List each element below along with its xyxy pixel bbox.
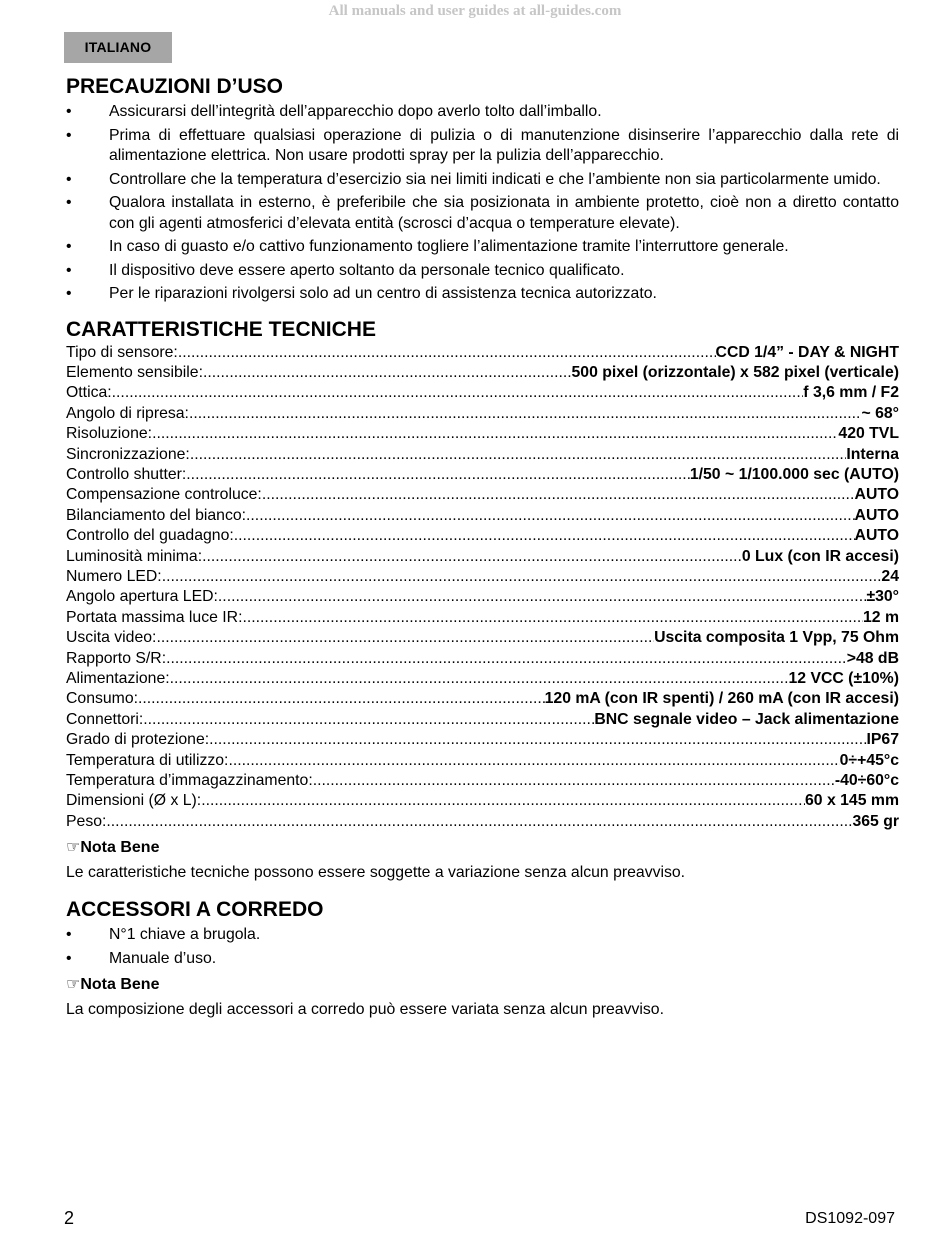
- spec-row: [66, 751, 899, 771]
- pointing-hand-icon: ☞: [66, 837, 81, 857]
- spec-label: Uscita video:: [66, 629, 157, 647]
- spec-value: CCD 1/4” - DAY & NIGHT: [715, 343, 899, 361]
- list-item: [66, 237, 899, 258]
- spec-label: Bilanciamento del bianco:: [66, 506, 247, 524]
- spec-value: AUTO: [854, 486, 899, 504]
- spec-label: Peso:: [66, 812, 107, 830]
- spec-value: 365 gr: [852, 812, 899, 830]
- spec-row: [66, 465, 899, 485]
- page-number: 2: [64, 1208, 75, 1228]
- spec-value: 12 VCC (±10%): [788, 670, 899, 687]
- spec-label: Temperatura d’immagazzinamento:: [66, 772, 313, 790]
- spec-value: 500 pixel (orizzontale) x 582 pixel (verticale): [571, 363, 899, 381]
- list-item-text: Qualora installata in esterno, è preferibile che sia posizionata in ambiente protetto, cioè non a diretto contatto con gli agenti atmosferici d’elevata entità (scrosci d’acqua o temperature elevate).: [109, 194, 899, 232]
- spec-row: [66, 649, 899, 669]
- bullet-icon: •: [66, 949, 72, 967]
- bullet-icon: •: [66, 285, 72, 302]
- list-item-text: N°1 chiave a brugola.: [109, 926, 261, 944]
- spec-label: Angolo di ripresa:: [66, 404, 189, 422]
- list-item-text: In caso di guasto e/o cattivo funzionamento togliere l’alimentazione tramite l’interruttore generale.: [109, 238, 789, 255]
- spec-label: Controllo del guadagno:: [66, 527, 234, 545]
- spec-row: [66, 730, 899, 750]
- spec-row: [66, 526, 899, 546]
- spec-label: Angolo apertura LED:: [66, 588, 218, 606]
- dot-leader: [209, 730, 866, 750]
- list-item: [66, 170, 899, 191]
- spec-label: Compensazione controluce:: [66, 486, 262, 504]
- spec-row: [66, 791, 899, 811]
- spec-value: 0÷+45°c: [839, 751, 899, 769]
- dot-leader: [262, 485, 855, 505]
- spec-value: 24: [881, 567, 899, 585]
- spec-label: Connettori:: [66, 710, 144, 728]
- dot-leader: [170, 669, 789, 689]
- spec-value: 420 TVL: [838, 425, 899, 443]
- spec-row: [66, 363, 899, 383]
- spec-label: Alimentazione:: [66, 670, 170, 687]
- spec-value: ±30°: [866, 588, 899, 606]
- spec-label: Consumo:: [66, 690, 138, 708]
- spec-row: [66, 343, 899, 363]
- spec-value: AUTO: [854, 506, 899, 524]
- dot-leader: [242, 608, 863, 628]
- dot-leader: [162, 567, 882, 587]
- spec-row: [66, 424, 899, 444]
- spec-label: Temperatura di utilizzo:: [66, 751, 229, 769]
- page-content: [66, 74, 899, 1020]
- specs-list: [66, 343, 899, 833]
- spec-value: 1/50 ~ 1/100.000 sec (AUTO): [689, 465, 899, 483]
- bullet-icon: •: [66, 103, 72, 120]
- spec-value: 0 Lux (con IR accesi): [741, 547, 899, 565]
- spec-value: IP67: [866, 731, 899, 749]
- bullet-icon: •: [66, 261, 72, 279]
- spec-row: [66, 506, 899, 526]
- note-title-text: Nota Bene: [80, 976, 160, 994]
- list-item: [66, 261, 899, 282]
- watermark: All manuals and user guides at all-guides.com: [328, 3, 622, 19]
- spec-label: Risoluzione:: [66, 425, 153, 443]
- spec-row: [66, 587, 899, 607]
- dot-leader: [138, 689, 545, 709]
- dot-leader: [152, 424, 838, 444]
- spec-value: AUTO: [854, 527, 899, 545]
- spec-label: Rapporto S/R:: [66, 649, 167, 667]
- specs-note-text: Le caratteristiche tecniche possono essere soggette a variazione senza alcun preavviso.: [66, 864, 686, 882]
- list-item: [66, 102, 899, 123]
- accessories-list: [66, 925, 899, 969]
- specs-title: CARATTERISTICHE TECNICHE: [66, 317, 376, 341]
- spec-label: Portata massima luce IR:: [66, 608, 243, 626]
- spec-row: [66, 608, 899, 628]
- spec-row: [66, 689, 899, 709]
- spec-row: [66, 628, 899, 648]
- spec-row: [66, 771, 899, 791]
- list-item-text: Assicurarsi dell’integrità dell’apparecchio dopo averlo tolto dall’imballo.: [109, 103, 602, 120]
- spec-value: f 3,6 mm / F2: [803, 384, 899, 402]
- specs-note-title: [66, 836, 899, 859]
- list-item: [66, 193, 899, 234]
- list-item: [66, 284, 899, 305]
- list-item-text: Controllare che la temperatura d’esercizio sia nei limiti indicati e che l’ambiente non sia particolarmente umido.: [109, 170, 881, 188]
- dot-leader: [178, 343, 716, 363]
- dot-leader: [166, 649, 847, 669]
- spec-value: -40÷60°c: [834, 772, 899, 790]
- list-item-text: Il dispositivo deve essere aperto soltanto da personale tecnico qualificato.: [109, 261, 625, 279]
- dot-leader: [234, 526, 855, 546]
- spec-row: [66, 710, 899, 730]
- spec-value: >48 dB: [846, 649, 899, 667]
- spec-label: Dimensioni (Ø x L):: [66, 792, 202, 810]
- dot-leader: [189, 404, 862, 424]
- dot-leader: [246, 506, 855, 526]
- spec-label: Sincronizzazione:: [66, 445, 190, 463]
- precautions-title: PRECAUZIONI D’USO: [66, 75, 284, 98]
- spec-row: [66, 669, 899, 689]
- spec-row: [66, 485, 899, 505]
- spec-label: Ottica:: [66, 384, 112, 402]
- bullet-icon: •: [66, 170, 72, 188]
- list-item-text: Manuale d’uso.: [109, 949, 217, 967]
- bullet-icon: •: [66, 238, 72, 255]
- list-item: [66, 126, 899, 167]
- document-code: DS1092-097: [805, 1210, 895, 1227]
- spec-label: Luminosità minima:: [66, 547, 203, 565]
- dot-leader: [143, 710, 594, 730]
- spec-label: Grado di protezione:: [66, 731, 210, 749]
- spec-row: [66, 567, 899, 587]
- note-title-text: Nota Bene: [80, 839, 160, 857]
- dot-leader: [190, 445, 847, 465]
- spec-value: 120 mA (con IR spenti) / 260 mA (con IR accesi): [544, 690, 899, 708]
- spec-row: [66, 445, 899, 465]
- spec-row: [66, 547, 899, 567]
- spec-row: [66, 404, 899, 424]
- accessories-title: ACCESSORI A CORREDO: [66, 898, 324, 922]
- dot-leader: [186, 465, 690, 485]
- dot-leader: [156, 628, 654, 648]
- spec-row: [66, 383, 899, 403]
- spec-label: Tipo di sensore:: [66, 343, 178, 361]
- list-item: [66, 949, 899, 970]
- precautions-list: [66, 102, 899, 305]
- dot-leader: [218, 587, 867, 607]
- list-item-text: Prima di effettuare qualsiasi operazione di pulizia o di manutenzione disinserire l’apparecchio dalla rete di alimentazione elettrica. Non usare prodotti spray per la pulizia dell’apparecchio.: [109, 126, 899, 164]
- bullet-icon: •: [66, 126, 72, 144]
- dot-leader: [313, 771, 835, 791]
- accessories-section: [66, 897, 899, 1020]
- spec-value: 12 m: [862, 608, 899, 626]
- spec-value: BNC segnale video – Jack alimentazione: [594, 710, 899, 728]
- dot-leader: [203, 363, 572, 383]
- dot-leader: [112, 383, 804, 403]
- bullet-icon: •: [66, 194, 72, 211]
- spec-value: 60 x 145 mm: [805, 792, 899, 810]
- spec-value: ~ 68°: [861, 404, 899, 422]
- spec-label: Numero LED:: [66, 567, 162, 585]
- dot-leader: [201, 791, 805, 811]
- spec-row: [66, 812, 899, 832]
- pointing-hand-icon: ☞: [66, 974, 81, 994]
- list-item: [66, 925, 899, 946]
- language-tab: ITALIANO: [64, 32, 172, 63]
- bullet-icon: •: [66, 926, 72, 944]
- accessories-note-text: La composizione degli accessori a corredo può essere variata senza alcun preavviso.: [66, 1001, 664, 1019]
- dot-leader: [106, 812, 852, 832]
- spec-label: Elemento sensibile:: [66, 363, 203, 381]
- list-item-text: Per le riparazioni rivolgersi solo ad un centro di assistenza tecnica autorizzato.: [109, 285, 657, 302]
- dot-leader: [202, 547, 742, 567]
- spec-value: Interna: [846, 445, 899, 463]
- specs-section: [66, 317, 899, 884]
- accessories-note-title: [66, 973, 899, 996]
- spec-label: Controllo shutter:: [66, 465, 187, 483]
- precautions-section: [66, 74, 899, 305]
- dot-leader: [228, 751, 839, 771]
- spec-value: Uscita composita 1 Vpp, 75 Ohm: [654, 629, 899, 647]
